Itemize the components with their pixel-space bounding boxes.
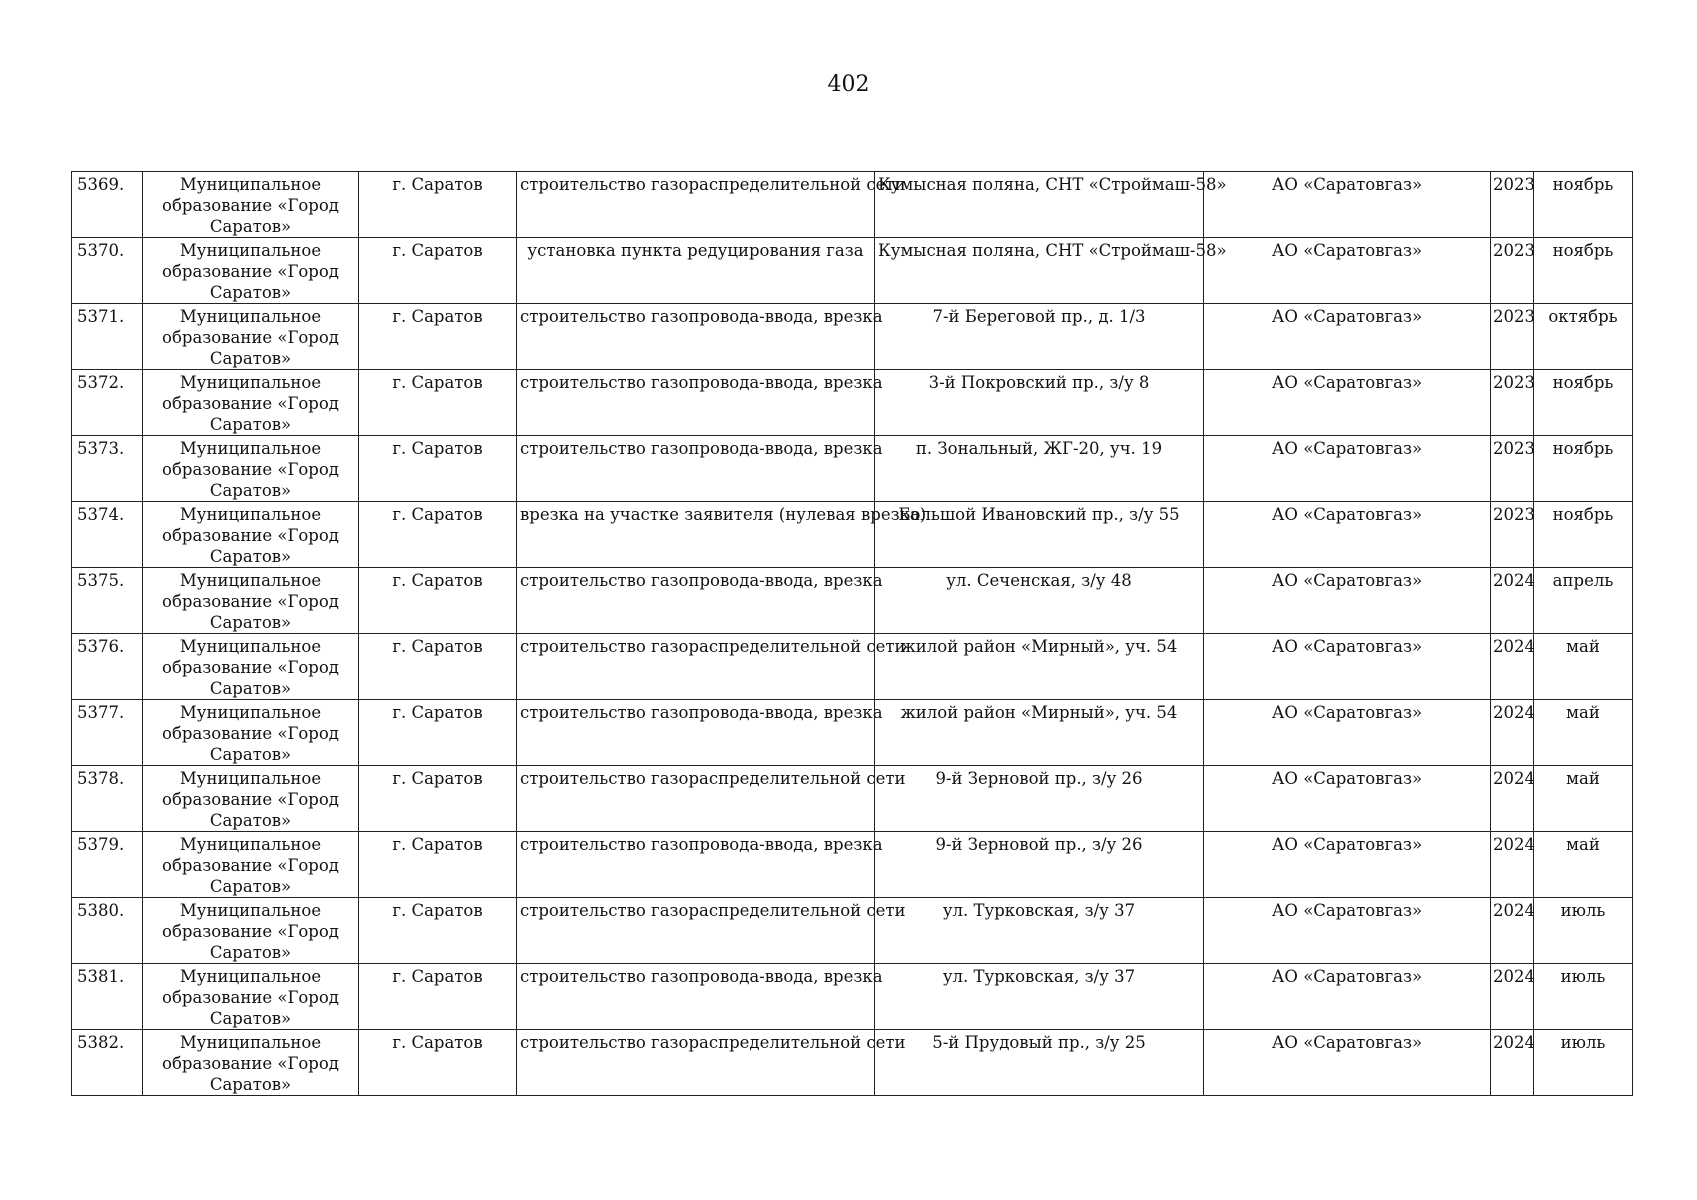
cell-organization: АО «Саратовгаз» — [1204, 634, 1491, 700]
cell-number: 5370. — [72, 238, 143, 304]
cell-month: июль — [1534, 898, 1633, 964]
cell-year: 2023 — [1491, 436, 1534, 502]
cell-number: 5377. — [72, 700, 143, 766]
cell-settlement: г. Саратов — [359, 502, 517, 568]
cell-number: 5369. — [72, 172, 143, 238]
cell-number: 5375. — [72, 568, 143, 634]
table-row — [72, 172, 1633, 238]
cell-year: 2023 — [1491, 370, 1534, 436]
cell-municipality: Муниципальное образование «Город Саратов» — [143, 700, 359, 766]
table-row — [72, 502, 1633, 568]
cell-address: Кумысная поляна, СНТ «Строймаш-58» — [875, 238, 1204, 304]
cell-municipality: Муниципальное образование «Город Саратов» — [143, 502, 359, 568]
cell-year: 2024 — [1491, 634, 1534, 700]
cell-month: май — [1534, 700, 1633, 766]
cell-address: п. Зональный, ЖГ-20, уч. 19 — [875, 436, 1204, 502]
cell-number: 5381. — [72, 964, 143, 1030]
cell-work-type: строительство газопровода-ввода, врезка — [517, 700, 875, 766]
cell-organization: АО «Саратовгаз» — [1204, 568, 1491, 634]
cell-year: 2023 — [1491, 238, 1534, 304]
table-row — [72, 238, 1633, 304]
cell-organization: АО «Саратовгаз» — [1204, 766, 1491, 832]
cell-year: 2023 — [1491, 502, 1534, 568]
cell-organization: АО «Саратовгаз» — [1204, 304, 1491, 370]
table-row — [72, 436, 1633, 502]
cell-year: 2023 — [1491, 172, 1534, 238]
cell-settlement: г. Саратов — [359, 1030, 517, 1096]
cell-work-type: установка пункта редуцирования газа — [517, 238, 875, 304]
cell-number: 5379. — [72, 832, 143, 898]
table-row — [72, 304, 1633, 370]
cell-number: 5372. — [72, 370, 143, 436]
cell-year: 2024 — [1491, 700, 1534, 766]
table-row — [72, 964, 1633, 1030]
cell-number: 5378. — [72, 766, 143, 832]
cell-address: 5-й Прудовый пр., з/у 25 — [875, 1030, 1204, 1096]
cell-work-type: строительство газопровода-ввода, врезка — [517, 304, 875, 370]
table-row — [72, 370, 1633, 436]
cell-year: 2023 — [1491, 304, 1534, 370]
cell-settlement: г. Саратов — [359, 172, 517, 238]
cell-month: июль — [1534, 964, 1633, 1030]
cell-work-type: строительство газопровода-ввода, врезка — [517, 436, 875, 502]
table-row — [72, 766, 1633, 832]
table-row — [72, 700, 1633, 766]
cell-settlement: г. Саратов — [359, 898, 517, 964]
cell-month: ноябрь — [1534, 436, 1633, 502]
cell-municipality: Муниципальное образование «Город Саратов» — [143, 832, 359, 898]
cell-organization: АО «Саратовгаз» — [1204, 964, 1491, 1030]
cell-municipality: Муниципальное образование «Город Саратов» — [143, 238, 359, 304]
cell-month: май — [1534, 634, 1633, 700]
cell-settlement: г. Саратов — [359, 832, 517, 898]
cell-municipality: Муниципальное образование «Город Саратов» — [143, 568, 359, 634]
cell-organization: АО «Саратовгаз» — [1204, 700, 1491, 766]
cell-year: 2024 — [1491, 766, 1534, 832]
cell-address: Кумысная поляна, СНТ «Строймаш-58» — [875, 172, 1204, 238]
cell-settlement: г. Саратов — [359, 700, 517, 766]
cell-settlement: г. Саратов — [359, 370, 517, 436]
cell-settlement: г. Саратов — [359, 436, 517, 502]
cell-settlement: г. Саратов — [359, 304, 517, 370]
cell-month: ноябрь — [1534, 238, 1633, 304]
cell-work-type: врезка на участке заявителя (нулевая врезка) — [517, 502, 875, 568]
cell-address: 9-й Зерновой пр., з/у 26 — [875, 832, 1204, 898]
cell-organization: АО «Саратовгаз» — [1204, 238, 1491, 304]
cell-settlement: г. Саратов — [359, 634, 517, 700]
cell-month: май — [1534, 832, 1633, 898]
cell-settlement: г. Саратов — [359, 964, 517, 1030]
cell-organization: АО «Саратовгаз» — [1204, 172, 1491, 238]
cell-organization: АО «Саратовгаз» — [1204, 502, 1491, 568]
cell-work-type: строительство газораспределительной сети — [517, 1030, 875, 1096]
cell-month: июль — [1534, 1030, 1633, 1096]
cell-month: ноябрь — [1534, 172, 1633, 238]
table-row — [72, 832, 1633, 898]
cell-organization: АО «Саратовгаз» — [1204, 832, 1491, 898]
cell-month: октябрь — [1534, 304, 1633, 370]
cell-address: 3-й Покровский пр., з/у 8 — [875, 370, 1204, 436]
cell-work-type: строительство газораспределительной сети — [517, 172, 875, 238]
cell-year: 2024 — [1491, 832, 1534, 898]
cell-municipality: Муниципальное образование «Город Саратов» — [143, 964, 359, 1030]
table-row — [72, 898, 1633, 964]
table-row — [72, 1030, 1633, 1096]
cell-work-type: строительство газораспределительной сети — [517, 898, 875, 964]
cell-address: Большой Ивановский пр., з/у 55 — [875, 502, 1204, 568]
cell-municipality: Муниципальное образование «Город Саратов» — [143, 1030, 359, 1096]
cell-address: 9-й Зерновой пр., з/у 26 — [875, 766, 1204, 832]
cell-organization: АО «Саратовгаз» — [1204, 436, 1491, 502]
cell-address: жилой район «Мирный», уч. 54 — [875, 700, 1204, 766]
cell-number: 5382. — [72, 1030, 143, 1096]
cell-settlement: г. Саратов — [359, 238, 517, 304]
cell-settlement: г. Саратов — [359, 766, 517, 832]
cell-organization: АО «Саратовгаз» — [1204, 1030, 1491, 1096]
table-row — [72, 634, 1633, 700]
cell-work-type: строительство газораспределительной сети — [517, 634, 875, 700]
cell-organization: АО «Саратовгаз» — [1204, 370, 1491, 436]
cell-month: апрель — [1534, 568, 1633, 634]
page-number: 402 — [827, 72, 870, 97]
table-row — [72, 568, 1633, 634]
cell-municipality: Муниципальное образование «Город Саратов» — [143, 436, 359, 502]
cell-work-type: строительство газопровода-ввода, врезка — [517, 568, 875, 634]
cell-address: ул. Турковская, з/у 37 — [875, 964, 1204, 1030]
cell-municipality: Муниципальное образование «Город Саратов» — [143, 304, 359, 370]
gasification-table — [71, 171, 1633, 1096]
cell-municipality: Муниципальное образование «Город Саратов» — [143, 898, 359, 964]
table-body — [72, 172, 1633, 1096]
cell-number: 5373. — [72, 436, 143, 502]
cell-address: ул. Турковская, з/у 37 — [875, 898, 1204, 964]
cell-settlement: г. Саратов — [359, 568, 517, 634]
cell-organization: АО «Саратовгаз» — [1204, 898, 1491, 964]
cell-work-type: строительство газопровода-ввода, врезка — [517, 964, 875, 1030]
cell-address: ул. Сеченская, з/у 48 — [875, 568, 1204, 634]
cell-municipality: Муниципальное образование «Город Саратов» — [143, 634, 359, 700]
cell-work-type: строительство газораспределительной сети — [517, 766, 875, 832]
cell-year: 2024 — [1491, 898, 1534, 964]
cell-municipality: Муниципальное образование «Город Саратов» — [143, 370, 359, 436]
cell-address: 7-й Береговой пр., д. 1/3 — [875, 304, 1204, 370]
cell-year: 2024 — [1491, 1030, 1534, 1096]
cell-month: ноябрь — [1534, 370, 1633, 436]
cell-municipality: Муниципальное образование «Город Саратов» — [143, 766, 359, 832]
cell-year: 2024 — [1491, 964, 1534, 1030]
cell-work-type: строительство газопровода-ввода, врезка — [517, 370, 875, 436]
cell-year: 2024 — [1491, 568, 1534, 634]
cell-month: май — [1534, 766, 1633, 832]
cell-number: 5371. — [72, 304, 143, 370]
cell-number: 5374. — [72, 502, 143, 568]
cell-municipality: Муниципальное образование «Город Саратов» — [143, 172, 359, 238]
cell-address: жилой район «Мирный», уч. 54 — [875, 634, 1204, 700]
cell-number: 5380. — [72, 898, 143, 964]
cell-month: ноябрь — [1534, 502, 1633, 568]
cell-work-type: строительство газопровода-ввода, врезка — [517, 832, 875, 898]
cell-number: 5376. — [72, 634, 143, 700]
